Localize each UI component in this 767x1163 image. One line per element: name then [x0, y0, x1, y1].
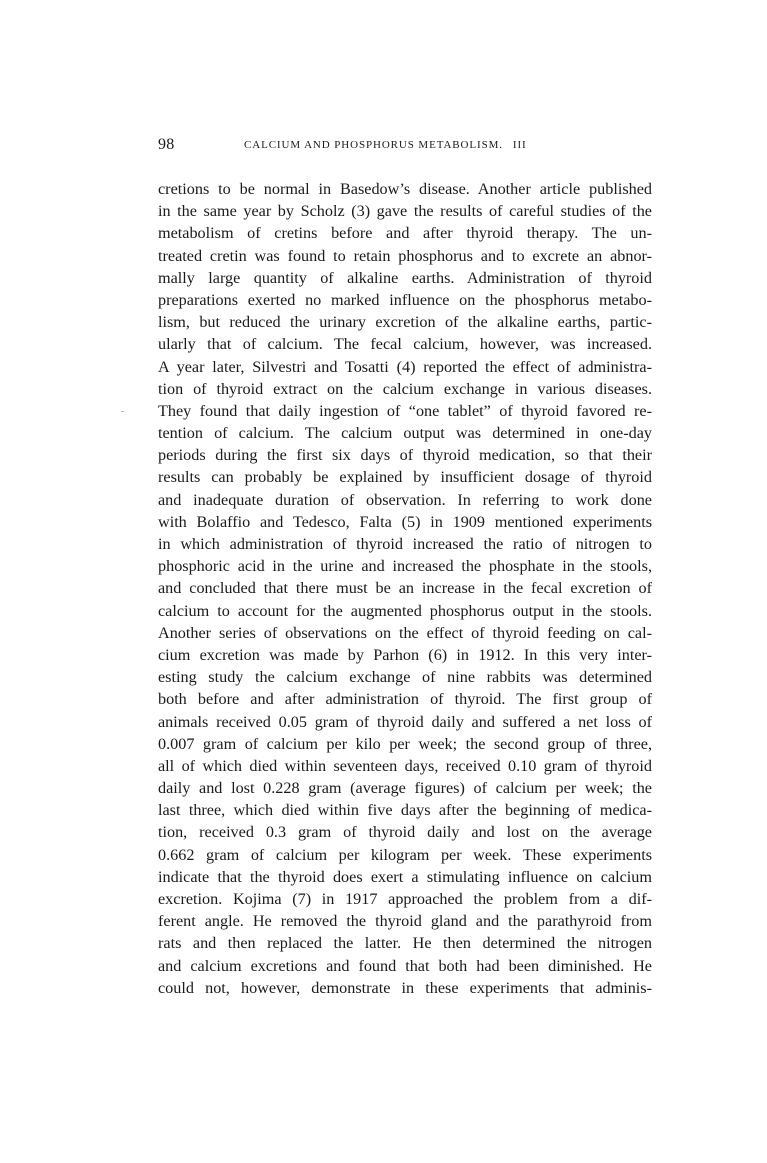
text-line: and concluded that there must be an increase in the fecal excretion of	[158, 579, 652, 598]
text-line: metabolism of cretins before and after thyroid therapy. The un-	[158, 224, 652, 243]
text-line: cretions to be normal in Basedow’s disease. Another article published	[158, 180, 652, 198]
text-line: both before and after administration of thyroid. The first group of	[158, 690, 652, 709]
text-line: excretion. Kojima (7) in 1917 approached the problem from a dif-	[158, 890, 652, 908]
text-line: last three, which died within five days after the beginning of medica-	[158, 801, 652, 820]
text-line: treated cretin was found to retain phosphorus and to excrete an abnor-	[158, 246, 652, 265]
body-paragraph	[158, 178, 652, 999]
volume-number: III	[512, 139, 527, 151]
text-line: could not, however, demonstrate in these experiments that adminis-	[158, 978, 652, 997]
text-line: calcium to account for the augmented phosphorus output in the stools.	[158, 601, 652, 620]
text-line: tention of calcium. The calcium output was determined in one-day	[158, 424, 652, 443]
text-line: animals received 0.05 gram of thyroid daily and suffered a net loss of	[158, 712, 652, 731]
text-line: results can probably be explained by insufficient dosage of thyroid	[158, 468, 652, 487]
text-line: Another series of observations on the effect of thyroid feeding on cal-	[158, 623, 652, 642]
running-title	[244, 139, 527, 151]
text-line: rats and then replaced the latter. He then determined the nitrogen	[158, 934, 652, 953]
text-line: indicate that the thyroid does exert a stimulating influence on calcium	[158, 867, 652, 886]
text-line: ularly that of calcium. The fecal calcium, however, was increased.	[158, 335, 652, 354]
text-line: and inadequate duration of observation. In referring to work done	[158, 490, 652, 509]
text-line: phosphoric acid in the urine and increased the phosphate in the stools,	[158, 557, 652, 576]
text-line: ferent angle. He removed the thyroid gland and the parathyroid from	[158, 912, 652, 931]
text-line: esting study the calcium exchange of nine rabbits was determined	[158, 668, 652, 687]
text-line: 0.662 gram of calcium per kilogram per week. These experiments	[158, 845, 652, 864]
page-number: 98	[158, 136, 175, 153]
text-line: all of which died within seventeen days, received 0.10 gram of thyroid	[158, 756, 652, 775]
text-line: with Bolaffio and Tedesco, Falta (5) in 1909 mentioned experiments	[158, 512, 652, 531]
text-line: tion, received 0.3 gram of thyroid daily and lost on the average	[158, 823, 652, 842]
text-line: A year later, Silvestri and Tosatti (4) reported the effect of administra-	[158, 357, 652, 376]
running-title-text: CALCIUM AND PHOSPHORUS METABOLISM.	[244, 139, 503, 151]
text-line: 0.007 gram of calcium per kilo per week; the second group of three,	[158, 734, 652, 753]
margin-mark	[121, 411, 124, 412]
text-line: in which administration of thyroid increased the ratio of nitrogen to	[158, 535, 652, 553]
text-line: preparations exerted no marked influence on the phosphorus metabo-	[158, 290, 652, 309]
text-line: cium excretion was made by Parhon (6) in 1912. In this very inter-	[158, 645, 652, 664]
text-line: daily and lost 0.228 gram (average figures) of calcium per week; the	[158, 779, 652, 798]
text-line: They found that daily ingestion of “one tablet” of thyroid favored re-	[158, 401, 652, 420]
text-line: and calcium excretions and found that both had been diminished. He	[158, 956, 652, 975]
text-line: periods during the first six days of thyroid medication, so that their	[158, 446, 652, 465]
text-line: mally large quantity of alkaline earths. Administration of thyroid	[158, 268, 652, 287]
text-line: in the same year by Scholz (3) gave the results of careful studies of the	[158, 202, 652, 221]
text-line: lism, but reduced the urinary excretion of the alkaline earths, partic-	[158, 313, 652, 332]
text-line: tion of thyroid extract on the calcium exchange in various diseases.	[158, 379, 652, 398]
running-head	[158, 136, 652, 156]
